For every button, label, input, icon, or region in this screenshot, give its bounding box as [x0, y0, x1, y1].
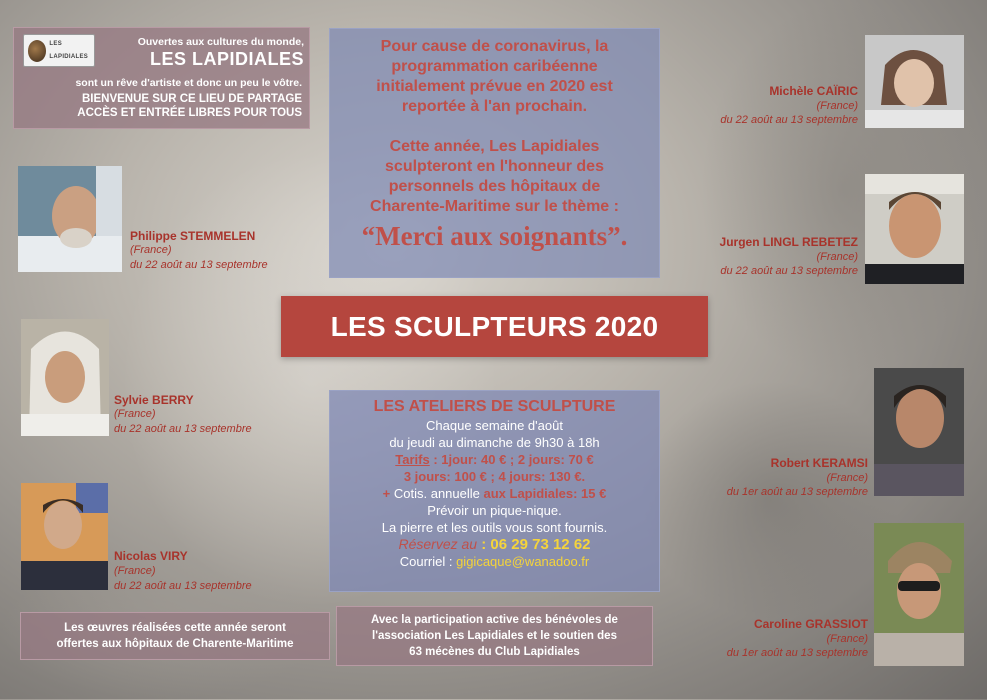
portrait-viry: [21, 483, 108, 590]
benevoles-line: Avec la participation active des bénévoles de: [371, 614, 618, 626]
notice-line: sculpteront en l'honneur des: [385, 158, 604, 175]
notice-line: Pour cause de coronavirus, la: [380, 38, 609, 55]
sculptor-country: (France): [114, 565, 156, 577]
sculptor-dates: du 1er août au 13 septembre: [726, 486, 868, 498]
sculptor-name: Robert KERAMSI: [770, 456, 868, 470]
cotis-text: Cotis. annuelle: [393, 486, 484, 501]
cotis-suffix: aux Lapidiales: 15 €: [483, 486, 607, 501]
courriel-line: [330, 553, 659, 570]
welcome-brand: LES LAPIDIALES: [149, 49, 304, 69]
portrait-stemmelen: [18, 166, 122, 272]
benevoles-line: l'association Les Lapidiales et le soutien des: [372, 630, 617, 642]
tarifs-label: Tarifs: [395, 452, 430, 467]
portrait-grassiot: [874, 523, 964, 666]
email-link[interactable]: gigicaque@wanadoo.fr: [456, 554, 590, 569]
sculptor-name: Michèle CAÏRIC: [769, 84, 858, 98]
sculptor-dates: du 22 août au 13 septembre: [720, 114, 858, 126]
oeuvres-line: offertes aux hôpitaux de Charente-Maritime: [56, 638, 294, 650]
welcome-box: [13, 27, 310, 129]
oeuvres-box: [20, 612, 330, 660]
ateliers-line: du jeudi au dimanche de 9h30 à 18h: [389, 435, 600, 450]
sculptor-country: (France): [816, 100, 858, 112]
ateliers-line: Chaque semaine d'août: [426, 418, 563, 433]
sculptor-name: Philippe STEMMELEN: [130, 229, 256, 243]
sculptor-dates: du 22 août au 13 septembre: [114, 580, 252, 592]
tarifs-line-1: : 1jour: 40 € ; 2 jours: 70 €: [429, 452, 594, 467]
notice-line: Cette année, Les Lapidiales: [389, 138, 600, 155]
portrait-cairic: [865, 35, 964, 128]
ateliers-line: La pierre et les outils vous sont fournis.: [381, 520, 608, 535]
sculptor-country: (France): [826, 633, 868, 645]
notice-line: reportée à l'an prochain.: [401, 98, 588, 115]
welcome-line-4: [22, 92, 302, 120]
notice-line: personnels des hôpitaux de: [388, 178, 601, 195]
page-title: LES SCULPTEURS 2020: [281, 296, 708, 357]
cotis-prefix: +: [382, 486, 394, 501]
tarifs-line-2: 3 jours: 100 € ; 4 jours: 130 €.: [403, 469, 586, 484]
sculptor-country: (France): [130, 244, 172, 256]
reservation-line: [330, 536, 659, 553]
portrait-keramsi: [874, 368, 964, 496]
sculptor-name: Sylvie BERRY: [114, 393, 194, 407]
ateliers-line: Prévoir un pique-nique.: [427, 503, 562, 518]
notice-line: Charente-Maritime sur le thème :: [370, 198, 619, 215]
ateliers-tarifs: [330, 451, 659, 468]
sculptor-dates: du 22 août au 13 septembre: [114, 423, 252, 435]
welcome-line-3: sont un rêve d'artiste et donc un peu le vôtre.: [75, 77, 302, 89]
notice-line: initialement prévue en 2020 est: [376, 78, 613, 95]
benevoles-line: 63 mécènes du Club Lapidiales: [409, 646, 580, 658]
logo-disc-icon: [28, 40, 46, 62]
portrait-berry: [21, 319, 109, 436]
ateliers-cotisation: [330, 485, 659, 502]
welcome-line-1: Ouvertes aux cultures du monde,: [137, 36, 304, 48]
sculptor-country: (France): [826, 472, 868, 484]
reservez-label: Réservez au: [398, 536, 478, 552]
sculptor-dates: du 1er août au 13 septembre: [726, 647, 868, 659]
sculptor-name: Nicolas VIRY: [114, 549, 188, 563]
welcome-acces: ACCÈS ET ENTRÉE LIBRES POUR TOUS: [77, 107, 302, 119]
notice-theme: “Merci aux soignants”.: [361, 221, 628, 251]
welcome-bienvenue: BIENVENUE SUR CE LIEU DE PARTAGE: [81, 93, 302, 105]
oeuvres-line: Les œuvres réalisées cette année seront: [64, 622, 286, 634]
coronavirus-notice: [329, 28, 660, 278]
ateliers-heading: LES ATELIERS DE SCULPTURE: [373, 398, 616, 415]
sculptor-name: Jurgen LINGL REBETEZ: [719, 235, 858, 249]
logo-text: LES LAPIDIALES: [49, 40, 89, 60]
portrait-lingl-rebetez: [865, 174, 964, 284]
lapidiales-logo: [23, 34, 95, 67]
sculptor-dates: du 22 août au 13 septembre: [130, 259, 268, 271]
ateliers-box: [329, 390, 660, 592]
notice-line: programmation caribéenne: [391, 58, 598, 75]
sculptor-name: Caroline GRASSIOT: [753, 617, 868, 631]
sculptor-country: (France): [114, 408, 156, 420]
phone-number[interactable]: : 06 29 73 12 62: [477, 536, 591, 553]
courriel-label: Courriel :: [399, 554, 457, 569]
benevoles-box: [336, 606, 653, 666]
sculptor-country: (France): [816, 251, 858, 263]
sculptor-dates: du 22 août au 13 septembre: [720, 265, 858, 277]
